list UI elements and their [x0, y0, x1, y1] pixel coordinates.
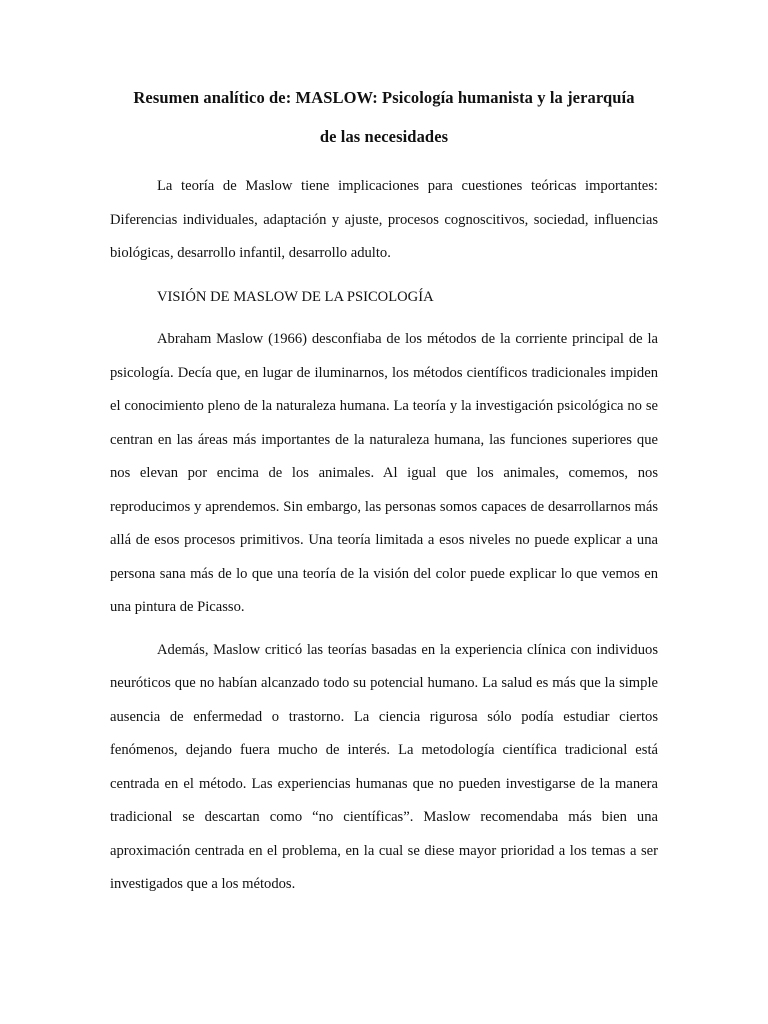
intro-paragraph: La teoría de Maslow tiene implicaciones para cuestiones teóricas importantes: Diferencias individuales, adaptación y ajuste, procesos cognoscitivos, sociedad, influencias biológicas, desarrollo infantil, desarrollo adulto. — [110, 178, 658, 261]
document-page — [110, 78, 658, 902]
body-paragraph-2: Además, Maslow criticó las teorías basadas en la experiencia clínica con individuos neuróticos que no habían alcanzado todo su potencial humano. La salud es más que la simple ausencia de enfermedad o trastorno. La ciencia rigurosa sólo podía estudiar ciertos fenómenos, dejando fuera mucho de interés. La metodología científica tradicional está centrada en el método. Las experiencias humanas que no pueden investigarse de la manera tradicional se descartan como “no científicas”. Maslow recomendaba más bien una aproximación centrada en el problema, en la cual se diese mayor prioridad a los temas a ser investigados que a los métodos. — [110, 641, 658, 892]
document-title-line1: Resumen analítico de: MASLOW: Psicología humanista y la jerarquía — [133, 88, 635, 107]
document-title-line2: de las necesidades — [319, 127, 449, 146]
document-title — [110, 78, 658, 156]
body-paragraph-1: Abraham Maslow (1966) desconfiaba de los métodos de la corriente principal de la psicología. Decía que, en lugar de iluminarnos, los métodos científicos tradicionales impiden el conocimiento pleno de la naturaleza humana. La teoría y la investigación psicológica no se centran en las áreas más importantes de la naturaleza humana, las funciones superiores que nos elevan por encima de los animales. Al igual que los animales, comemos, nos reproducimos y aprendemos. Sin embargo, las personas somos capaces de desarrollarnos más allá de esos procesos primitivos. Una teoría limitada a esos niveles no puede explicar a una persona sana más de lo que una teoría de la visión del color puede explicar lo que vemos en una pintura de Picasso. — [110, 331, 658, 615]
section-heading: VISIÓN DE MASLOW DE LA PSICOLOGÍA — [157, 288, 434, 305]
